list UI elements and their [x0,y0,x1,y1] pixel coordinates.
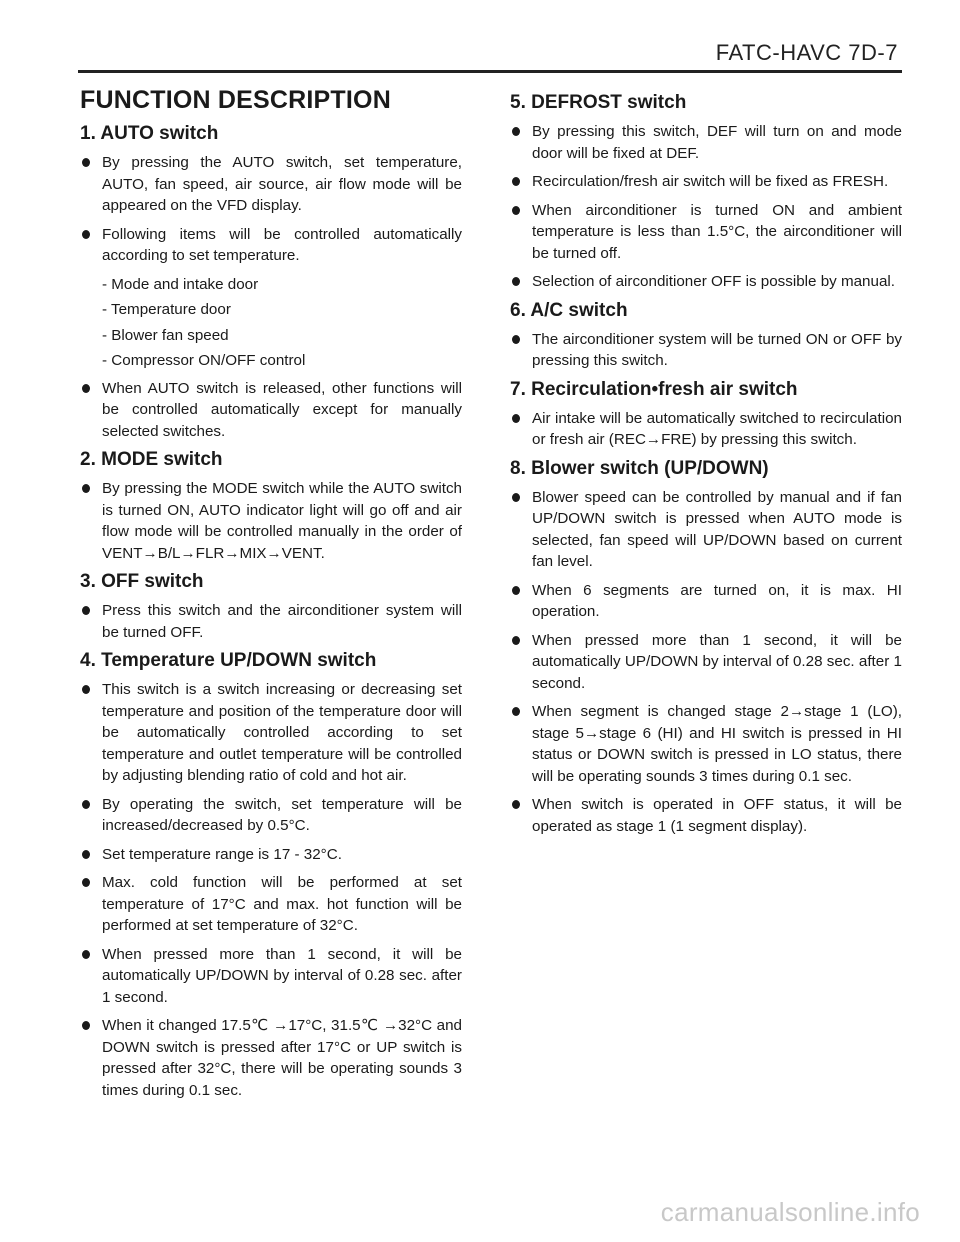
section-title: 3. OFF switch [80,571,204,592]
bullet-text: Following items will be controlled automatically according to set temperature. [102,225,462,264]
bullet-text: Set temperature range is 17 - 32°C. [102,845,342,863]
bullet-dot-icon [82,1021,90,1030]
bullet-item [80,378,462,443]
bullet-dot-icon [512,206,520,215]
sub-item-list [102,274,462,372]
bullet-text: Blower speed can be controlled by manual and if fan UP/DOWN switch is pressed when AUTO mode is selected, fan speed will UP/DOWN based on current fan level. [532,488,902,570]
bullet-dot-icon [82,878,90,887]
bullet-text: When pressed more than 1 second, it will be automatically UP/DOWN by interval of 0.28 sec. after 1 second. [532,631,902,692]
section-title: 4. Temperature UP/DOWN switch [80,650,377,671]
section-title: 1. AUTO switch [80,123,219,144]
bullet-dot-icon [512,177,520,186]
bullet-text: By pressing the MODE switch while the AUTO switch is turned ON, AUTO indicator light will go off and air flow mode will be controlled manually in the order of VENT→B/L→FLR→MIX→VENT. [102,480,462,562]
bullet-list [510,121,902,293]
bullet-text: The airconditioner system will be turned ON or OFF by pressing this switch. [532,330,902,369]
bullet-list [80,679,462,1101]
section [80,571,462,643]
section-title: 5. DEFROST switch [510,92,687,113]
bullet-list [80,152,462,267]
left-sections [80,123,462,1101]
bullet-text: Press this switch and the airconditioner system will be turned OFF. [102,602,462,641]
bullet-item [510,329,902,372]
bullet-list [80,378,462,443]
bullet-item [80,679,462,787]
bullet-text: Max. cold function will be performed at set temperature of 17°C and max. hot function will be performed at set temperature of 32°C. [102,874,462,934]
bullet-dot-icon [512,414,520,423]
bullet-dot-icon [512,586,520,595]
bullet-dot-icon [512,127,520,136]
section-title: 6. A/C switch [510,299,628,321]
bullet-item [80,224,462,267]
bullet-dot-icon [82,950,90,959]
bullet-text: When segment is changed stage 2→stage 1 (LO), stage 5→stage 6 (HI) and HI switch is pressed in HI status or DOWN switch is pressed in LO status, there will be operating sounds 3 times during 0.1 sec. [532,703,902,785]
bullet-item [510,630,902,695]
bullet-text: This switch is a switch increasing or decreasing set temperature and position of the temperature door will be automatically controlled according to set temperature and outlet temperature will be controlled by adjusting blending ratio of cold and hot air. [102,681,462,784]
bullet-text: When it changed 17.5℃ →17°C, 31.5℃ →32°C and DOWN switch is pressed after 17°C or UP switch is pressed after 32°C, there will be operating sounds 3 times during 0.1 sec. [102,1017,462,1099]
bullet-text: Recirculation/fresh air switch will be fixed as FRESH. [532,173,889,190]
page-title: FUNCTION DESCRIPTION [80,86,391,114]
bullet-text: Air intake will be automatically switched to recirculation or fresh air (REC→FRE) by pressing this switch. [532,409,902,448]
bullet-item [510,408,902,451]
bullet-item [510,701,902,787]
bullet-dot-icon [512,800,520,809]
section [510,379,902,451]
bullet-item [80,872,462,937]
bullet-item [80,600,462,643]
bullet-dot-icon [512,707,520,716]
bullet-item [80,478,462,564]
sub-item: - Blower fan speed [102,326,229,344]
section [510,458,902,838]
section-title: 7. Recirculation•fresh air switch [510,378,798,400]
header-rule [78,70,902,73]
bullet-text: When switch is operated in OFF status, it will be operated as stage 1 (1 segment display). [532,796,902,835]
bullet-dot-icon [82,606,90,615]
bullet-list [510,408,902,451]
sub-item: - Temperature door [102,301,231,318]
bullet-dot-icon [82,800,90,809]
right-sections [510,92,902,837]
bullet-dot-icon [512,493,520,502]
bullet-text: Selection of airconditioner OFF is possible by manual. [532,273,895,290]
bullet-item [510,171,902,193]
section [510,300,902,372]
bullet-text: By pressing the AUTO switch, set temperature, AUTO, fan speed, air source, air flow mode will be appeared on the VFD display. [102,154,462,214]
bullet-list [510,329,902,372]
section [80,650,462,1101]
bullet-item [510,121,902,164]
bullet-list [80,600,462,643]
bullet-dot-icon [82,158,90,167]
bullet-item [510,794,902,837]
bullet-item [80,152,462,217]
bullet-dot-icon [512,277,520,286]
section-title: 8. Blower switch (UP/DOWN) [510,457,769,479]
bullet-dot-icon [82,484,90,493]
bullet-list [510,487,902,838]
bullet-item [80,794,462,837]
section [80,449,462,564]
left-column [80,86,462,1108]
bullet-text: When airconditioner is turned ON and ambient temperature is less than 1.5°C, the airconditioner will be turned off. [532,201,902,262]
watermark: carmanualsonline.info [660,1197,920,1227]
bullet-dot-icon [512,636,520,645]
bullet-item [80,844,462,866]
bullet-text: By operating the switch, set temperature will be increased/decreased by 0.5°C. [102,795,462,834]
page-header-title: FATC-HAVC 7D-7 [715,40,898,65]
bullet-dot-icon [82,230,90,239]
bullet-item [510,580,902,623]
bullet-item [510,271,902,293]
sub-item: - Mode and intake door [102,275,259,293]
bullet-text: When pressed more than 1 second, it will be automatically UP/DOWN by interval of 0.28 sec. after 1 second. [102,945,462,1006]
bullet-text: When AUTO switch is released, other functions will be controlled automatically except for manually selected switches. [102,379,462,440]
bullet-dot-icon [82,685,90,694]
bullet-item [80,1015,462,1101]
bullet-list [80,478,462,564]
bullet-text: When 6 segments are turned on, it is max. HI operation. [532,581,902,620]
section [510,92,902,293]
bullet-item [80,944,462,1009]
bullet-dot-icon [512,335,520,344]
right-column [510,86,902,844]
section-title: 2. MODE switch [80,449,223,470]
section [80,123,462,442]
bullet-dot-icon [82,850,90,859]
bullet-dot-icon [82,384,90,393]
bullet-item [510,487,902,573]
bullet-item [510,200,902,265]
bullet-text: By pressing this switch, DEF will turn on and mode door will be fixed at DEF. [532,123,902,162]
sub-item: - Compressor ON/OFF control [102,352,306,369]
